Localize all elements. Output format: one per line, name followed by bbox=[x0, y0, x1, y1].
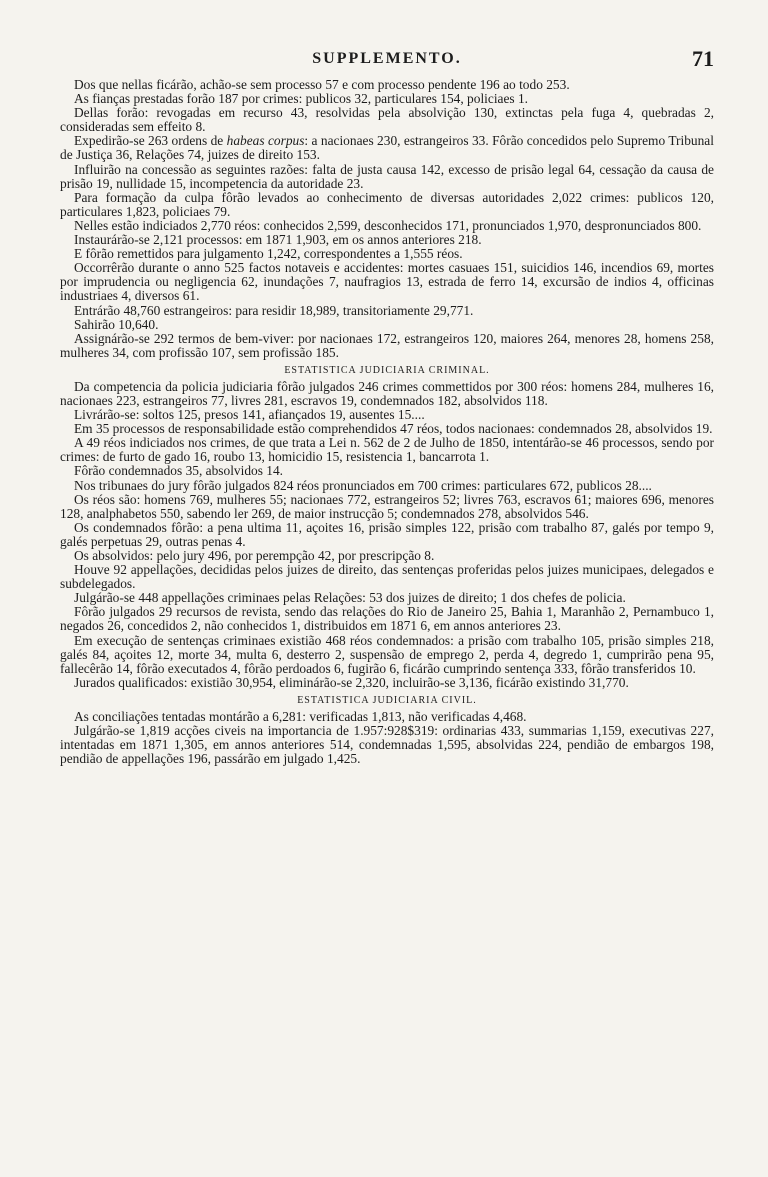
paragraph: Jurados qualificados: existião 30,954, eliminárão-se 2,320, incluirão-se 3,136, ficárão existindo 31,770. bbox=[74, 674, 629, 690]
paragraph: Entrárão 48,760 estrangeiros: para residir 18,989, transitoriamente 29,771. bbox=[74, 302, 474, 318]
paragraph: Assignárão-se 292 termos de bem-viver: por nacionaes 172, estrangeiros 120, maiores 264, menores 28, homens 258, mulheres 34, com profissão 107, sem profissão 185. bbox=[60, 330, 714, 360]
paragraph: Dellas forão: revogadas em recurso 43, resolvidas pela absolvição 130, extinctas pela fuga 4, quebradas 2, consideradas sem effeito 8. bbox=[60, 105, 714, 135]
paragraph: Julgárão-se 448 appellações criminaes pelas Relações: 53 dos juizes de direito; 1 dos chefes de policia. bbox=[74, 590, 626, 606]
page-number: 71 bbox=[692, 46, 714, 71]
paragraph: Instaurárão-se 2,121 processos: em 1871 1,903, em os annos anteriores 218. bbox=[74, 232, 482, 248]
paragraph: Em 35 processos de responsabilidade estão comprehendidos 47 réos, todos nacionaes: condemnados 28, absolvidos 19. bbox=[74, 421, 713, 437]
paragraph: As fianças prestadas forão 187 por crimes: publicos 32, particulares 154, policiaes 1. bbox=[74, 91, 529, 107]
paragraph: E fôrão remettidos para julgamento 1,242, correspondentes a 1,555 réos. bbox=[74, 246, 463, 262]
paragraph: Sahirão 10,640. bbox=[74, 316, 159, 332]
paragraph: Fôrão condemnados 35, absolvidos 14. bbox=[74, 463, 284, 479]
paragraph: A 49 réos indiciados nos crimes, de que trata a Lei n. 562 de 2 de Julho de 1850, intentárão-se 46 processos, sendo por crimes: de furto de gado 16, roubo 13, homicidio 15, resistencia 1, bancarrota 1. bbox=[60, 435, 714, 465]
paragraph: Os condemnados fôrão: a pena ultima 11, açoites 16, prisão simples 122, prisão com trabalho 87, galés por tempo 9, galés perpetuas 29, outras penas 4. bbox=[60, 519, 714, 549]
running-title: SUPPLEMENTO. bbox=[312, 50, 462, 67]
paragraph: Livrárão-se: soltos 125, presos 141, afiançados 19, ausentes 15.... bbox=[74, 407, 425, 423]
paragraph: Nos tribunaes do jury fôrão julgados 824 réos pronunciados em 700 crimes: particulares 672, publicos 28.... bbox=[74, 477, 652, 493]
italic-term: habeas corpus bbox=[226, 133, 305, 149]
paragraph: Influirão na concessão as seguintes razões: falta de justa causa 142, excesso de prisão legal 64, cessação da causa de prisão 19, nullidade 15, incompetencia da autoridade 23. bbox=[60, 161, 714, 191]
page-body bbox=[60, 78, 714, 766]
paragraph: Houve 92 appellações, decididas pelos juizes de direito, das sentenças proferidas pelos juizes municipaes, delegados e subdelegados. bbox=[60, 562, 714, 592]
paragraph: Em execução de sentenças criminaes existião 468 réos condemnados: a prisão com trabalho 105, prisão simples 218, galés 84, açoites 12, morte 34, multa 6, desterro 2, suspensão de emprego 2, perda 4, degredo 1, cumprirão pena 95, fallecêrão 14, fôrão executados 4, fôrão perdoados 6, fugirão 6, ficárão cumprindo sentença 333, fôrão transferidos 10. bbox=[60, 632, 714, 676]
paragraph: Julgárão-se 1,819 acções civeis na importancia de 1.957:928$319: ordinarias 433, summarias 1,159, executivas 227, intentadas em 1871 1,305, em annos anteriores 514, condemnadas 1,595, absolvidas 224, pendião de embargos 198, pendião de appellações 196, passárão em julgado 1,425. bbox=[60, 723, 714, 767]
text-run: Expedirão-se 263 ordens de bbox=[74, 133, 227, 149]
paragraph: Occorrêrão durante o anno 525 factos notaveis e accidentes: mortes casuaes 151, suicidios 146, incendios 69, mortes por imprudencia ou negligencia 62, inundações 7, naufragios 13, estrada de ferro 14, excursão de indios 4, officinas industriaes 4, diversos 61. bbox=[60, 260, 714, 304]
paragraph: As conciliações tentadas montárão a 6,281: verificadas 1,813, não verificadas 4,468. bbox=[74, 708, 527, 724]
paragraph: Os réos são: homens 769, mulheres 55; nacionaes 772, estrangeiros 52; livres 763, escravos 61; maiores 696, menores 128, analphabetos 550, sabendo ler 269, de maior instrucção 5; condemnados 278, absolvidos 546. bbox=[60, 491, 714, 521]
text-run: : a nacionaes 230, estrangeiros 33. Fôrão concedidos pelo Supremo Tribunal de Justiça 36, Relações 74, juizes de direito 153. bbox=[60, 133, 714, 163]
paragraph: Da competencia da policia judiciaria fôrão julgados 246 crimes commettidos por 300 réos: homens 284, mulheres 16, nacionaes 223, estrangeiros 77, livres 281, escravos 19, condemnados 182, absolvidos 118. bbox=[60, 378, 714, 408]
paragraph: Fôrão julgados 29 recursos de revista, sendo das relações do Rio de Janeiro 25, Bahia 1, Maranhão 2, Pernambuco 1, negados 26, concedidos 2, não conhecidos 1, distribuidos em 1871 6, em annos anteriores 23. bbox=[60, 604, 714, 634]
paragraph: Dos que nellas ficárão, achão-se sem processo 57 e com processo pendente 196 ao todo 253. bbox=[74, 77, 570, 92]
paragraph: Os absolvidos: pelo jury 496, por perempção 42, por prescripção 8. bbox=[74, 548, 435, 563]
section-heading-civil: ESTATISTICA JUDICIARIA CIVIL. bbox=[297, 694, 477, 706]
section-heading-criminal: ESTATISTICA JUDICIARIA CRIMINAL. bbox=[284, 364, 490, 376]
paragraph-habeas-corpus bbox=[60, 134, 714, 162]
paragraph: Nelles estão indiciados 2,770 réos: conhecidos 2,599, desconhecidos 171, pronunciados 1,970, despronunciados 800. bbox=[74, 217, 702, 233]
paragraph: Para formação da culpa fôrão levados ao conhecimento de diversas autoridades 2,022 crimes: publicos 120, particulares 1,823, policiaes 79. bbox=[60, 189, 714, 219]
page-header bbox=[60, 46, 714, 74]
